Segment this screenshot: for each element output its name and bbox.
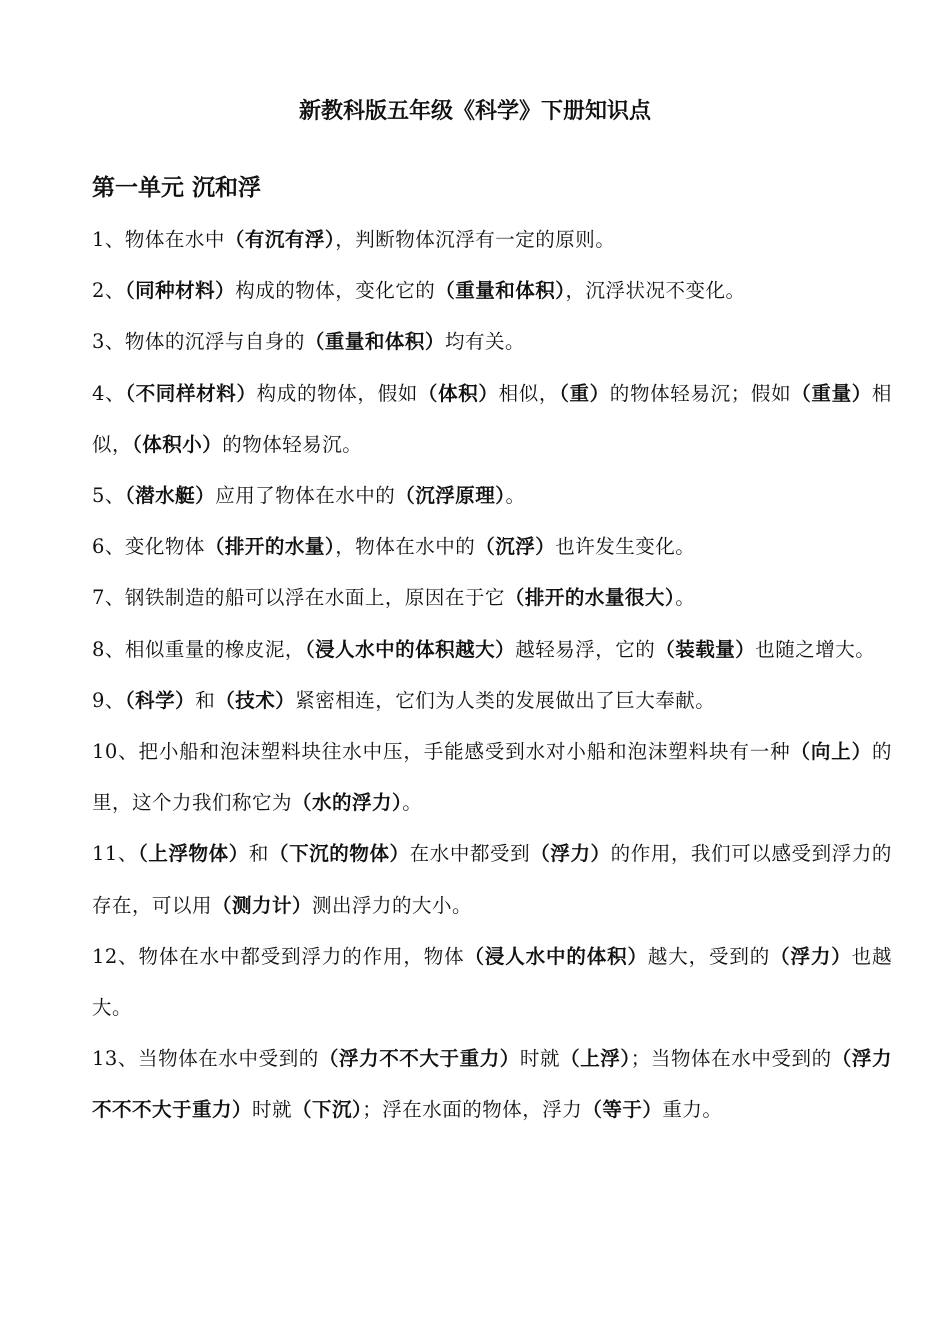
- point-text: 10、把小船和泡沫塑料块往水中压，手能感受到水对小船和泡沫塑料块有一种: [92, 740, 791, 764]
- key-term: （浸人水中的体积越大）: [304, 637, 516, 661]
- key-term: （上浮）: [560, 1047, 631, 1071]
- point-text: 4、: [92, 381, 126, 405]
- point-text: 。: [402, 791, 423, 815]
- point-text: 1、物体在水中: [92, 228, 225, 251]
- point-text: 相似，: [92, 381, 892, 456]
- key-term: （沉浮原理）: [395, 484, 506, 508]
- knowledge-point: [92, 214, 892, 265]
- key-term: （重量）: [791, 381, 872, 405]
- point-text: 的里，这个力我们称它为: [92, 740, 892, 815]
- point-text: 和: [195, 688, 216, 712]
- key-term: （下沉的物体）: [268, 842, 410, 866]
- knowledge-point-list: [92, 214, 892, 1136]
- knowledge-point: [92, 1033, 892, 1135]
- point-text: 也随之增大。: [755, 637, 876, 661]
- key-term: （有沉有浮）: [224, 228, 336, 251]
- point-text: 应用了物体在水中的: [215, 484, 396, 508]
- key-term: （重量和体积）: [304, 330, 445, 354]
- point-text: 12、物体在水中都受到浮力的作用，物体: [92, 944, 465, 968]
- document-title: 新教科版五年级《科学》下册知识点: [298, 99, 651, 124]
- key-term: （排开的水量）: [204, 535, 336, 559]
- point-text: 测出浮力的大小。: [312, 893, 473, 917]
- point-text: 5、: [92, 484, 125, 508]
- point-text: 的物体轻易沉；假如: [609, 381, 792, 405]
- point-text: ，物体在水中的: [335, 535, 476, 559]
- unit-heading: 第一单元 沉和浮: [92, 175, 262, 201]
- key-term: （水的浮力）: [292, 791, 403, 815]
- point-text: 2、: [92, 279, 125, 303]
- key-term: （等于）: [582, 1098, 663, 1122]
- point-text: 相似，: [498, 381, 560, 405]
- key-term: （浸人水中的体积）: [464, 944, 648, 968]
- point-text: ；浮在水面的物体，浮力: [362, 1098, 583, 1122]
- point-text: 。: [505, 484, 526, 508]
- knowledge-point: [92, 572, 892, 623]
- point-text: 11、: [92, 842, 139, 866]
- point-text: 7、钢铁制造的船可以浮在水面上，原因在于它: [92, 586, 505, 610]
- key-term: （浮力不不不大于重力）: [92, 1047, 892, 1122]
- key-term: （重量和体积）: [435, 279, 566, 303]
- knowledge-point: [92, 470, 892, 521]
- key-term: （科学）: [124, 688, 196, 712]
- key-term: （不同样材料）: [125, 381, 257, 405]
- key-term: （浮力不不大于重力）: [318, 1047, 520, 1071]
- knowledge-point: [92, 675, 892, 726]
- key-term: （体积）: [417, 381, 499, 405]
- key-term: （下沉）: [292, 1098, 363, 1122]
- point-text: 8、相似重量的橡皮泥，: [92, 637, 305, 661]
- point-text: 时就: [252, 1098, 293, 1122]
- point-text: 的作用，我们可以感受到浮力的存在，可以用: [92, 842, 892, 917]
- key-term: （向上）: [790, 740, 872, 764]
- point-text: 越大，受到的: [647, 944, 771, 968]
- point-text: 紧密相连，它们为人类的发展做出了巨大奉献。: [295, 688, 716, 712]
- point-text: 均有关。: [444, 330, 525, 354]
- knowledge-point: [92, 316, 892, 367]
- key-term: （重）: [559, 381, 610, 405]
- point-text: 也越大。: [92, 944, 892, 1020]
- point-text: 9、: [92, 688, 125, 712]
- point-text: 构成的物体，假如: [256, 381, 418, 405]
- knowledge-point: [92, 828, 892, 930]
- key-term: （测力计）: [212, 893, 313, 917]
- key-term: （体积小）: [132, 432, 223, 456]
- point-text: 在水中都受到: [409, 842, 531, 866]
- key-term: （上浮物体）: [138, 842, 249, 866]
- point-text: 6、变化物体: [92, 535, 205, 559]
- key-term: （沉浮）: [475, 535, 556, 559]
- point-text: 和: [248, 842, 269, 866]
- point-text: 也许发生变化。: [555, 535, 696, 559]
- key-term: （技术）: [215, 688, 296, 712]
- knowledge-point: [92, 265, 892, 316]
- key-term: （排开的水量很大）: [504, 586, 676, 610]
- key-term: （同种材料）: [124, 279, 236, 303]
- point-text: ，沉浮状况不变化。: [565, 279, 746, 303]
- point-text: 3、物体的沉浮与自身的: [92, 330, 305, 354]
- knowledge-point: [92, 624, 892, 675]
- point-text: ，判断物体沉浮有一定的原则。: [335, 228, 616, 251]
- point-text: 时就: [519, 1047, 561, 1071]
- point-text: 构成的物体，变化它的: [235, 279, 436, 303]
- key-term: （浮力）: [530, 842, 611, 866]
- point-text: 的物体轻易沉。: [222, 432, 363, 456]
- point-text: 越轻易浮，它的: [515, 637, 656, 661]
- point-text: 13、当物体在水中受到的: [92, 1047, 319, 1071]
- knowledge-point: [92, 931, 892, 1033]
- key-term: （浮力）: [770, 944, 852, 968]
- knowledge-point: [92, 368, 892, 470]
- point-text: ；当物体在水中受到的: [630, 1047, 832, 1071]
- knowledge-point: [92, 726, 892, 828]
- key-term: （潜水艇）: [124, 484, 216, 508]
- point-text: 。: [675, 586, 696, 610]
- point-text: 重力。: [662, 1098, 723, 1122]
- knowledge-point: [92, 521, 892, 572]
- key-term: （装载量）: [655, 637, 756, 661]
